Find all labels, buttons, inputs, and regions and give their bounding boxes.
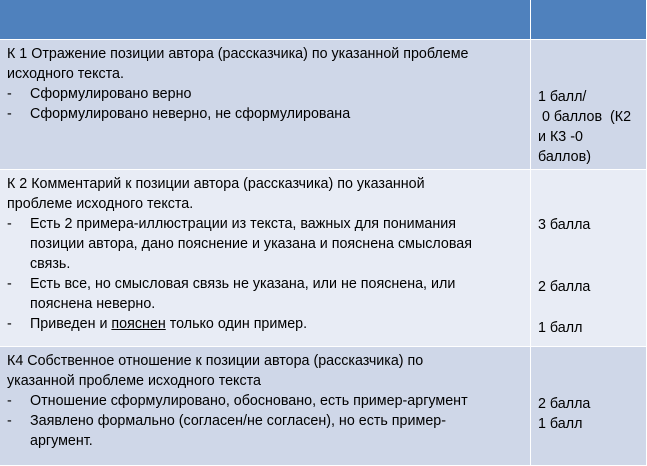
list-item bbox=[7, 314, 524, 334]
list-item-text: связь. bbox=[30, 256, 71, 272]
score-line: 1 балл bbox=[538, 416, 583, 432]
criterion-title-line: К 1 Отражение позиции автора (рассказчика) по указанной проблеме bbox=[7, 46, 469, 62]
criterion-k2 bbox=[0, 170, 531, 347]
bullet-dash: - bbox=[7, 106, 12, 122]
score-line: 0 баллов (К2 bbox=[538, 109, 632, 125]
list-item-text: аргумент. bbox=[30, 433, 93, 449]
bullet-dash: - bbox=[7, 393, 12, 409]
list-item bbox=[7, 104, 524, 124]
score-line: 1 балл/ bbox=[538, 89, 587, 105]
bullet-dash: - bbox=[7, 316, 12, 332]
list-item-text: позиции автора, дано пояснение и указана и пояснена смысловая bbox=[30, 236, 472, 252]
list-item bbox=[7, 391, 524, 411]
score-line: баллов) bbox=[538, 149, 591, 165]
list-item-text: Есть 2 примера-иллюстрации из текста, важных для понимания bbox=[30, 216, 456, 232]
list-item-text: Приведен и bbox=[30, 316, 112, 332]
list-item bbox=[7, 411, 524, 451]
bullet-dash: - bbox=[7, 413, 12, 429]
header-cell-score bbox=[531, 0, 647, 40]
bullet-dash: - bbox=[7, 86, 12, 102]
score-k1 bbox=[531, 40, 647, 170]
list-item-text: Сформулировано верно bbox=[30, 86, 192, 102]
underlined-word: пояснен bbox=[111, 316, 166, 332]
list-item-text: только один пример. bbox=[165, 316, 308, 332]
criterion-k4 bbox=[0, 347, 531, 466]
criterion-title-line: исходного текста. bbox=[7, 66, 124, 82]
list-item bbox=[7, 214, 524, 274]
score-line: и К3 -0 bbox=[538, 129, 583, 145]
criterion-title-line: К4 Собственное отношение к позиции автора (рассказчика) по bbox=[7, 353, 424, 369]
list-item bbox=[7, 274, 524, 314]
list-item-text: Есть все, но смысловая связь не указана, или не пояснена, или bbox=[30, 276, 456, 292]
score-line: 2 балла bbox=[538, 279, 591, 295]
header-cell-criteria bbox=[0, 0, 531, 40]
score-k4 bbox=[531, 347, 647, 466]
criterion-title-line: указанной проблеме исходного текста bbox=[7, 373, 261, 389]
criterion-title-line: К 2 Комментарий к позиции автора (рассказчика) по указанной bbox=[7, 176, 425, 192]
list-item-text: пояснена неверно. bbox=[30, 296, 156, 312]
list-item-text: Заявлено формально (согласен/не согласен), но есть пример- bbox=[30, 413, 446, 429]
list-item bbox=[7, 84, 524, 104]
bullet-dash: - bbox=[7, 216, 12, 232]
criterion-k1 bbox=[0, 40, 531, 170]
score-k2 bbox=[531, 170, 647, 347]
bullet-dash: - bbox=[7, 276, 12, 292]
list-item-text: Сформулировано неверно, не сформулирована bbox=[30, 106, 351, 122]
score-line: 3 балла bbox=[538, 217, 591, 233]
list-item-text: Отношение сформулировано, обосновано, есть пример-аргумент bbox=[30, 393, 468, 409]
criterion-title-line: проблеме исходного текста. bbox=[7, 196, 194, 212]
score-line: 1 балл bbox=[538, 320, 583, 336]
score-line: 2 балла bbox=[538, 396, 591, 412]
